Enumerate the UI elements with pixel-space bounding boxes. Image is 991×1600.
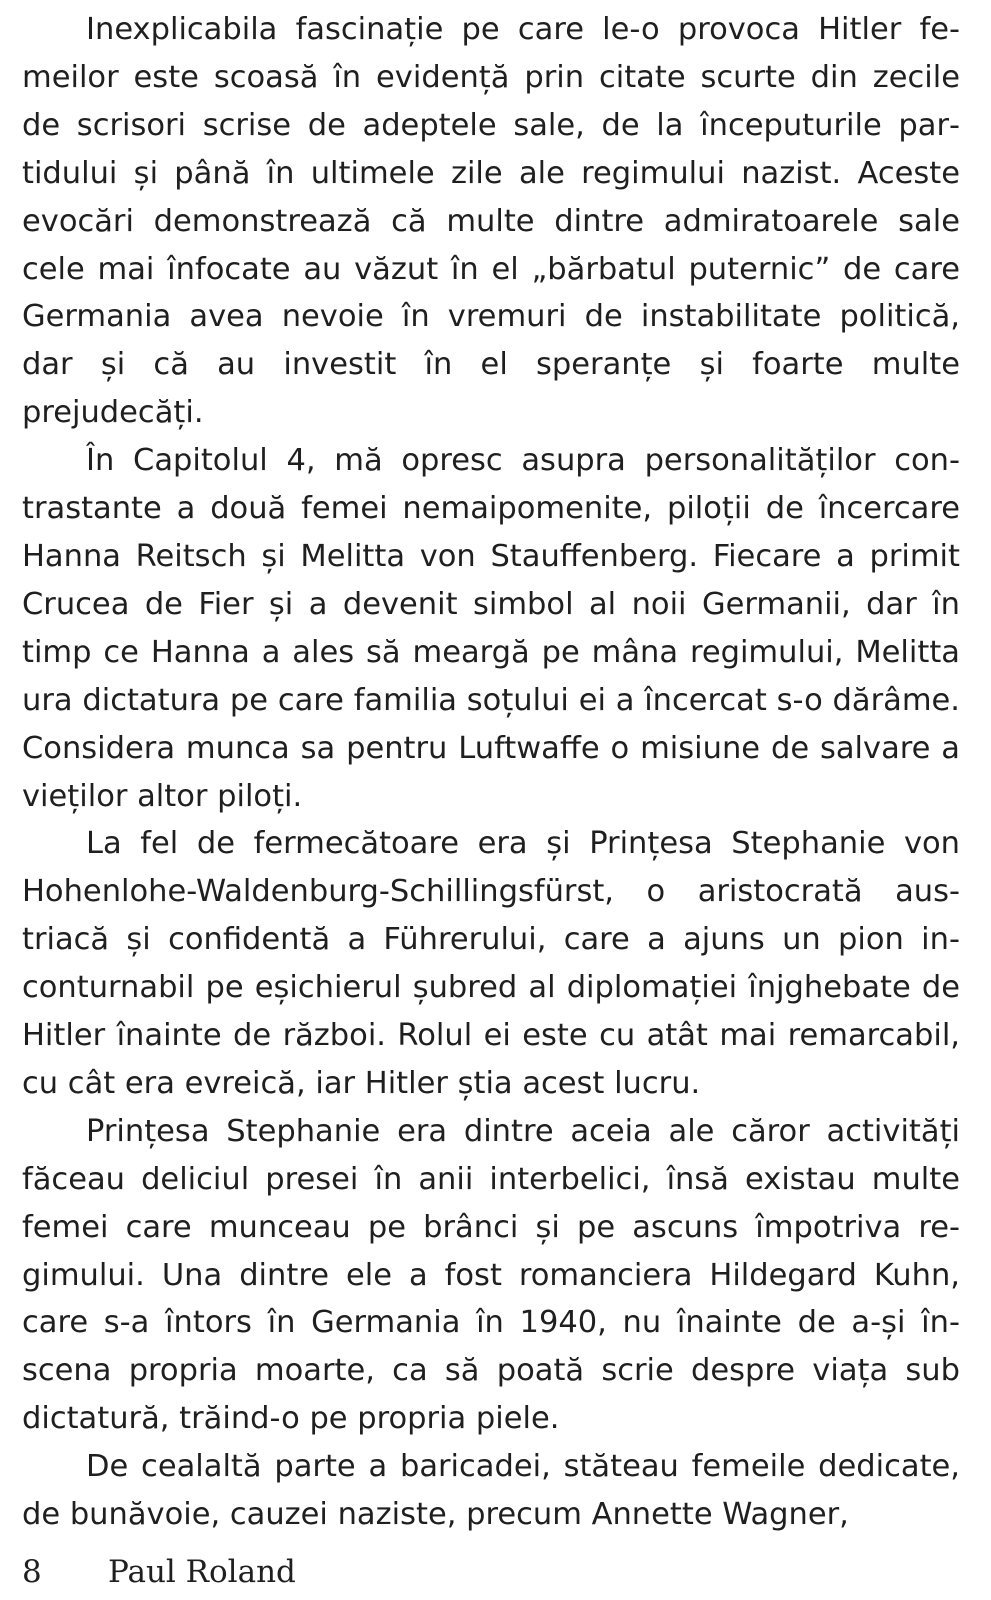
paragraph-4: Prințesa Stephanie era dintre aceia ale căror activități făceau deliciul presei în anii interbelici, însă existau multe femei care munceau pe brânci și pe ascuns împotriva regimului. Una dintre ele a fost romanciera Hildegard Kuhn, care s-a întors în Germania în 1940, nu înainte de a-și înscena propria moarte, ca să poată scrie despre viața sub dictatură, trăind-o pe propria piele. [22, 1113, 960, 1437]
body-text [22, 6, 960, 1539]
page-number: 8 [22, 1554, 42, 1590]
paragraph-3: La fel de fermecătoare era și Prințesa Stephanie von Hohenlohe-Waldenburg-Schillingsfürst, o aristocrată austriacă și confidentă a Führerului, care a ajuns un pion inconturnabil pe eșichierul șubred al diplomației înjghebate de Hitler înainte de război. Rolul ei este cu atât mai remarcabil, cu cât era evreică, iar Hitler știa acest lucru. [22, 826, 960, 1101]
paragraph-2: În Capitolul 4, mă opresc asupra personalităților contrastante a două femei nemaipomenite, piloții de încercare Hanna Reitsch și Melitta von Stauffenberg. Fiecare a primit Crucea de Fier și a devenit simbol al noii Germanii, dar în timp ce Hanna a ales să meargă pe mâna regimului, Melitta ura dictatura pe care familia soțului ei a încercat s-o dărâme. Considera munca sa pentru Luftwaffe o misiune de salvare a vieților altor piloți. [22, 443, 960, 814]
page-footer [22, 1550, 296, 1594]
running-author: Paul Roland [108, 1554, 296, 1590]
paragraph-5: De cealaltă parte a baricadei, stăteau femeile dedicate, de bunăvoie, cauzei naziste, precum Annette Wagner, [22, 1449, 960, 1533]
paragraph-1: Inexplicabila fascinație pe care le-o provoca Hitler femeilor este scoasă în evidență prin citate scurte din zecile de scrisori scrise de adeptele sale, de la începuturile partidului și până în ultimele zile ale regimului nazist. Aceste evocări demonstrează că multe dintre admiratoarele sale cele mai înfocate au văzut în el „bărbatul puternic” de care Germania avea nevoie în vremuri de instabilitate politică, dar și că au investit în el speranțe și foarte multe prejudecăți. [22, 12, 960, 431]
